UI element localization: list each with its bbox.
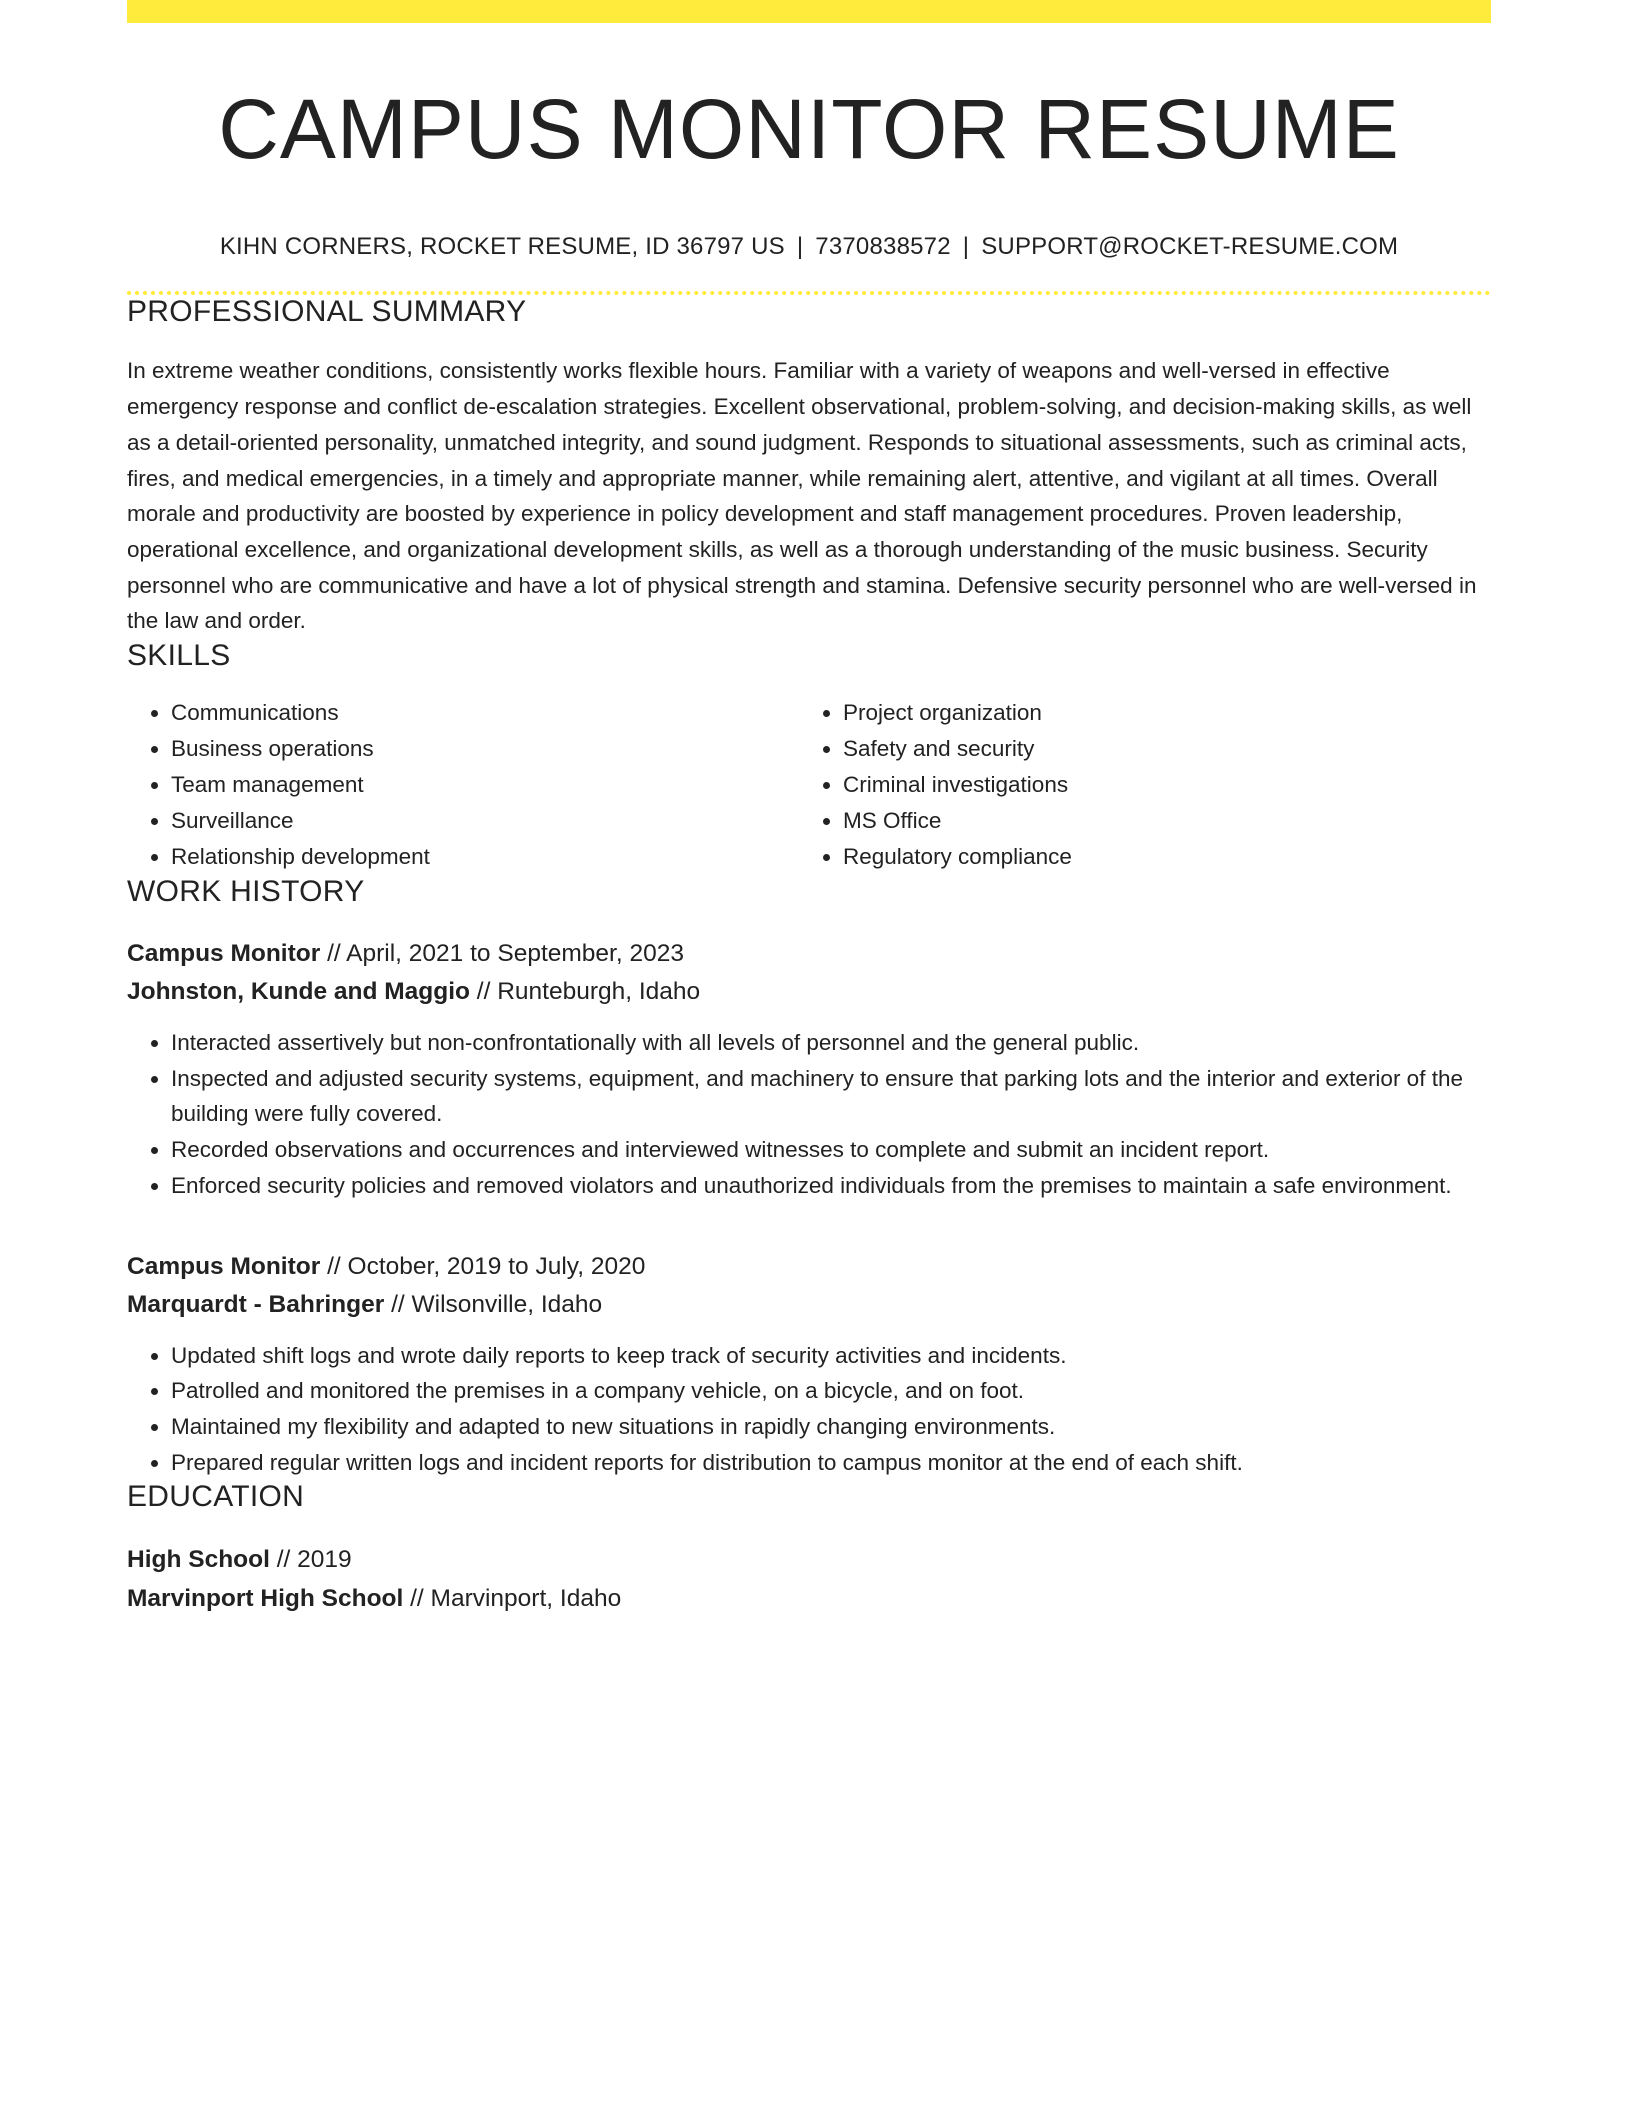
education-location: Marvinport, Idaho bbox=[430, 1585, 622, 1613]
job-bullet: • Enforced security policies and removed violators and unauthorized individuals from the premises to maintain a safe environment. bbox=[171, 1168, 1491, 1204]
job-company: Marquardt - Bahringer bbox=[127, 1290, 385, 1318]
divider: // bbox=[469, 978, 498, 1006]
contact-email: SUPPORT@ROCKET-RESUME.COM bbox=[981, 233, 1399, 261]
skills-grid bbox=[127, 695, 1491, 875]
job-bullet: • Prepared regular written logs and incident reports for distribution to campus monitor at the end of each shift. bbox=[171, 1445, 1491, 1481]
job-company-line bbox=[127, 973, 1491, 1011]
job-bullets bbox=[127, 1338, 1491, 1481]
skills-column-left bbox=[127, 695, 799, 875]
divider: // bbox=[320, 1252, 348, 1280]
skills-heading: SKILLS bbox=[127, 639, 231, 673]
job-role: Campus Monitor bbox=[127, 1252, 321, 1280]
skill-item: • Project organization bbox=[843, 695, 1471, 731]
resume-page bbox=[127, 0, 1491, 1618]
skill-item: • Communications bbox=[171, 695, 799, 731]
education-degree: High School bbox=[127, 1546, 270, 1574]
divider: // bbox=[403, 1585, 431, 1613]
education-entry bbox=[127, 1540, 1491, 1618]
skill-item: • MS Office bbox=[843, 803, 1471, 839]
education-degree-line bbox=[127, 1540, 1491, 1579]
contact-separator: | bbox=[796, 233, 804, 261]
skill-item: • Regulatory compliance bbox=[843, 839, 1471, 875]
skills-column-right bbox=[799, 695, 1471, 875]
skill-item: • Relationship development bbox=[171, 839, 799, 875]
job-dates: April, 2021 to September, 2023 bbox=[346, 940, 684, 968]
job-location: Wilsonville, Idaho bbox=[411, 1290, 603, 1318]
job-company-line bbox=[127, 1286, 1491, 1324]
job-dates: October, 2019 to July, 2020 bbox=[347, 1252, 646, 1280]
job-bullets bbox=[127, 1025, 1491, 1204]
skill-item: • Safety and security bbox=[843, 731, 1471, 767]
education-heading: EDUCATION bbox=[127, 1480, 305, 1514]
job-location: Runteburgh, Idaho bbox=[497, 978, 701, 1006]
summary-text: In extreme weather conditions, consistently works flexible hours. Familiar with a variety of weapons and well-versed in effective emergency response and conflict de-escalation strategies. Excellent observational, problem-solving, and decision-making skills, as well as a detail-oriented personality, unmatched integrity, and sound judgment. Responds to situational assessments, such as criminal acts, fires, and medical emergencies, in a timely and appropriate manner, while remaining alert, attentive, and vigilant at all times. Overall morale and productivity are boosted by experience in policy development and staff management procedures. Proven leadership, operational excellence, and organizational development skills, as well as a thorough understanding of the music business. Security personnel who are communicative and have a lot of physical strength and stamina. Defensive security personnel who are well-versed in the law and order. bbox=[127, 358, 1477, 634]
job-company: Johnston, Kunde and Maggio bbox=[127, 978, 470, 1006]
skill-item: • Criminal investigations bbox=[843, 767, 1471, 803]
skill-item: • Business operations bbox=[171, 731, 799, 767]
job-bullet: • Maintained my flexibility and adapted to new situations in rapidly changing environments. bbox=[171, 1409, 1491, 1445]
skill-item: • Team management bbox=[171, 767, 799, 803]
divider: // bbox=[269, 1546, 298, 1574]
job-bullet: • Patrolled and monitored the premises in a company vehicle, on a bicycle, and on foot. bbox=[171, 1373, 1491, 1409]
contact-phone: 7370838572 bbox=[815, 233, 951, 261]
job-bullet: • Inspected and adjusted security systems, equipment, and machinery to ensure that parking lots and the interior and exterior of the building were fully covered. bbox=[171, 1061, 1491, 1132]
summary-heading: PROFESSIONAL SUMMARY bbox=[127, 295, 527, 329]
work-history-heading: WORK HISTORY bbox=[127, 875, 365, 909]
skill-item: • Surveillance bbox=[171, 803, 799, 839]
education-school-line bbox=[127, 1579, 1491, 1618]
job-entry bbox=[127, 1248, 1491, 1481]
contact-line bbox=[127, 233, 1491, 261]
contact-separator: | bbox=[962, 233, 970, 261]
job-role-line bbox=[127, 935, 1491, 973]
contact-address: KIHN CORNERS, ROCKET RESUME, ID 36797 US bbox=[219, 233, 785, 261]
divider: // bbox=[320, 940, 347, 968]
resume-title: CAMPUS MONITOR RESUME bbox=[218, 82, 1400, 176]
job-bullet: • Recorded observations and occurrences and interviewed witnesses to complete and submit an incident report. bbox=[171, 1132, 1491, 1168]
job-entry bbox=[127, 935, 1491, 1204]
job-bullet: • Interacted assertively but non-confrontationally with all levels of personnel and the general public. bbox=[171, 1025, 1491, 1061]
education-year: 2019 bbox=[297, 1546, 352, 1574]
job-bullet: • Updated shift logs and wrote daily reports to keep track of security activities and incidents. bbox=[171, 1338, 1491, 1374]
divider: // bbox=[384, 1290, 412, 1318]
job-role: Campus Monitor bbox=[127, 940, 321, 968]
job-role-line bbox=[127, 1248, 1491, 1286]
education-school: Marvinport High School bbox=[127, 1585, 404, 1613]
accent-top-bar bbox=[127, 0, 1491, 23]
